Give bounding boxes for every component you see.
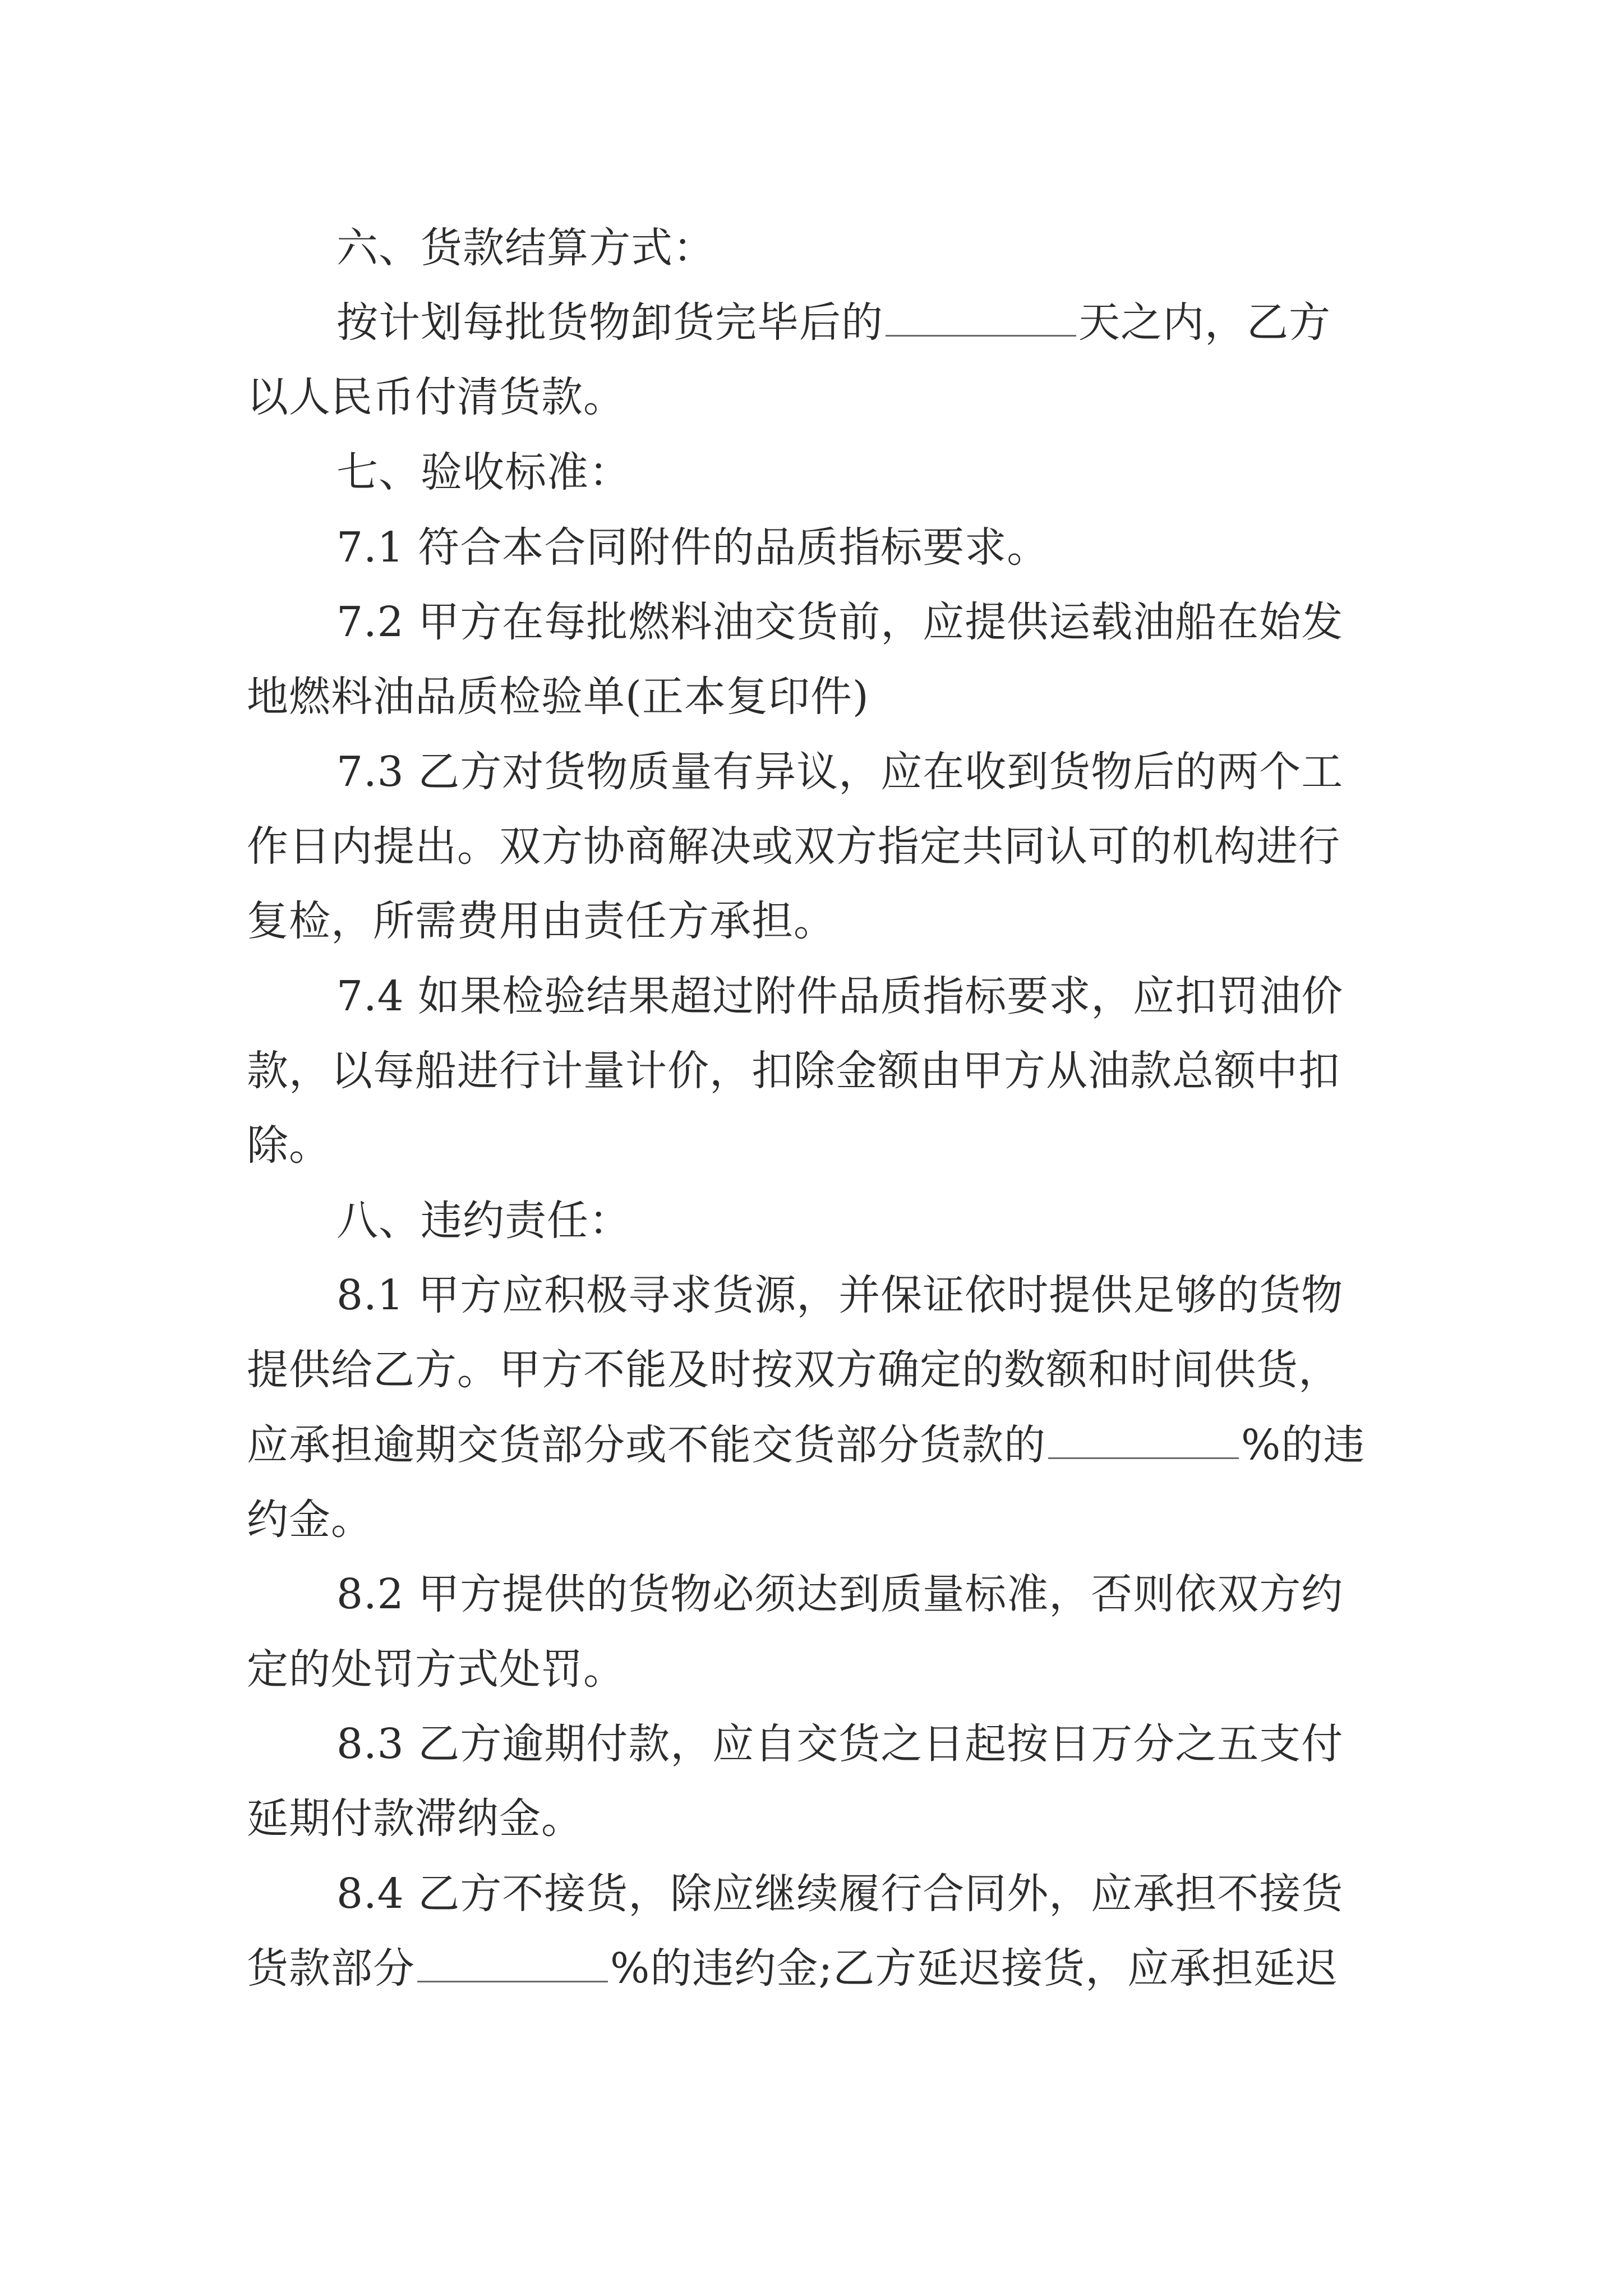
clause-8-3: 8.3 乙方逾期付款，应自交货之日起按日万分之五支付 [336,1720,1344,1768]
paragraph-line [336,295,1331,351]
section-heading-acceptance: 七、验收标准： [336,448,631,496]
clause-8-2: 8.2 甲方提供的货物必须达到质量标准，否则依双方约 [336,1570,1344,1618]
section-heading-payment: 六、货款结算方式： [336,224,715,272]
text-segment: 按计划每批货物卸货完毕后的 [336,298,883,347]
paragraph-line: 地燃料油品质检验单(正本复印件) [247,673,869,721]
clause-7-2: 7.2 甲方在每批燃料油交货前，应提供运载油船在始发 [336,598,1344,646]
fill-blank [886,300,1076,337]
text-segment: %的违约金;乙方延迟接货，应承担延迟 [610,1944,1338,1993]
text-segment: 应承担逾期交货部分或不能交货部分货款的 [247,1421,1046,1469]
paragraph-line: 以人民币付清货款。 [247,373,625,421]
paragraph-line: 定的处罚方式处罚。 [247,1645,625,1694]
clause-7-3: 7.3 乙方对货物质量有异议，应在收到货物后的两个工 [336,748,1344,796]
text-segment: 天之内，乙方 [1078,298,1331,347]
paragraph-line: 延期付款滞纳金。 [247,1795,583,1843]
text-segment: 货款部分 [247,1944,415,1993]
clause-8-4: 8.4 乙方不接货，除应继续履行合同外，应承担不接货 [336,1870,1344,1918]
paragraph-line: 复检，所需费用由责任方承担。 [247,897,836,945]
clause-7-1: 7.1 符合本合同附件的品质指标要求。 [336,523,1049,572]
clause-7-4: 7.4 如果检验结果超过附件品质指标要求，应扣罚油价 [336,972,1344,1020]
fill-blank [1048,1423,1239,1459]
paragraph-line: 约金。 [247,1496,373,1544]
paragraph-line: 提供给乙方。甲方不能及时按双方确定的数额和时间供货， [247,1346,1340,1394]
text-segment: %的违 [1241,1421,1366,1469]
paragraph-line [247,1417,1365,1473]
paragraph-line: 款，以每船进行计量计价，扣除金额由甲方从油款总额中扣 [247,1047,1340,1095]
clause-8-1: 8.1 甲方应积极寻求货源，并保证依时提供足够的货物 [336,1271,1344,1319]
paragraph-line: 除。 [247,1121,331,1170]
section-heading-liability: 八、违约责任： [336,1197,631,1245]
fill-blank [417,1946,608,1982]
paragraph-line: 作日内提出。双方协商解决或双方指定共同认可的机构进行 [247,822,1340,871]
paragraph-line [247,1940,1338,1996]
